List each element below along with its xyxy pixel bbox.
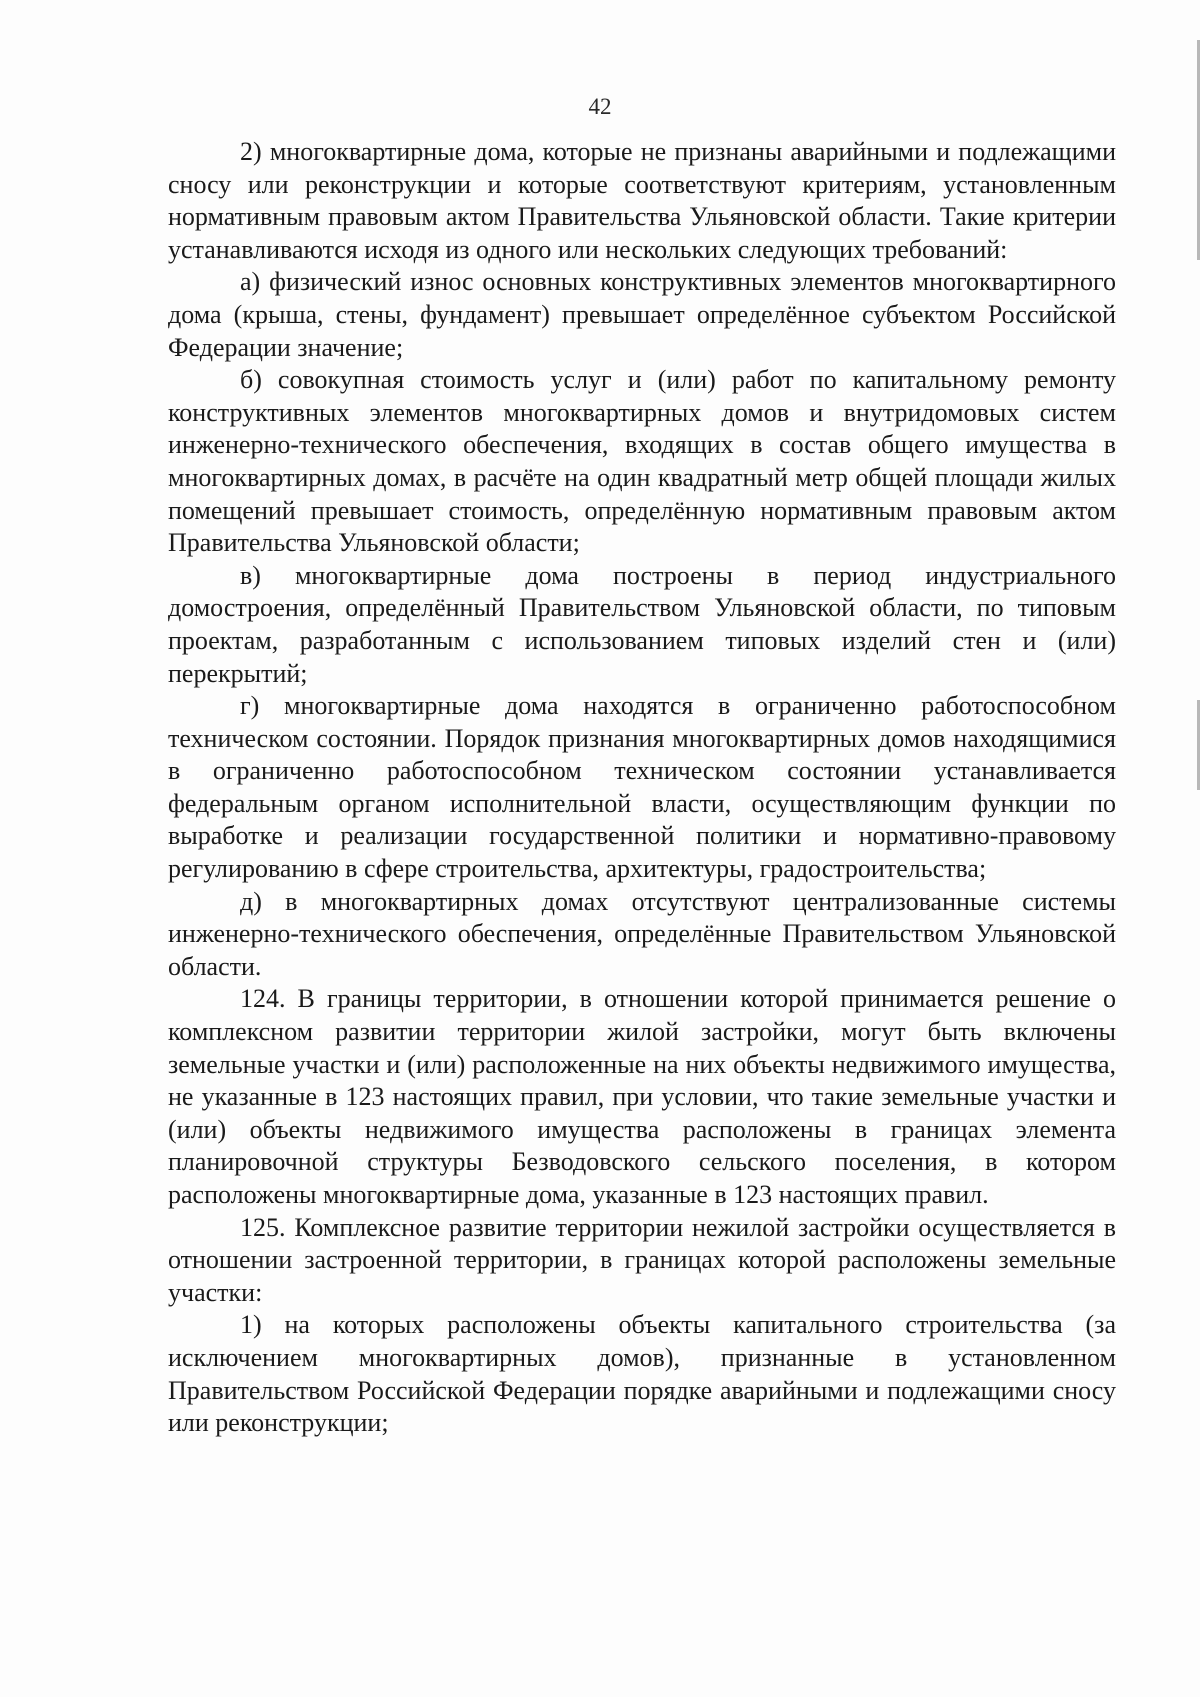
paragraph-subitem-a: а) физический износ основных конструктивных элементов многоквартирного дома (крыша, стены, фундамент) превышает определённое субъектом Российской Федерации значение; [168,267,1116,362]
paragraph-subitem-g: г) многоквартирные дома находятся в ограниченно работоспособном техническом состоянии. Порядок признания многоквартирных домов находящимися в ограниченно работоспособном техническом состоянии устанавливается федеральным органом исполнительной власти, осуществляющим функции по выработке и реализации государственной политики и нормативно-правовому регулированию в сфере строительства, архитектуры, градостроительства; [168,691,1116,884]
paragraph-subitem-b: б) совокупная стоимость услуг и (или) работ по капитальному ремонту конструктивных элементов многоквартирных домов и внутридомовых систем инженерно-технического обеспечения, входящих в состав общего имущества в многоквартирных домах, в расчёте на один квадратный метр общей площади жилых помещений превышает стоимость, определённую нормативным правовым актом Правительства Ульяновской области; [168,365,1116,558]
page-number: 42 [588,94,612,119]
paragraph-124: 124. В границы территории, в отношении которой принимается решение о комплексном развитии территории жилой застройки, могут быть включены земельные участки и (или) расположенные на них объекты недвижимого имущества, не указанные в 123 настоящих правил, при условии, что такие земельные участки и (или) объекты недвижимого имущества расположены в границах элемента планировочной структуры Безводовского сельского поселения, в котором расположены многоквартирные дома, указанные в 123 настоящих правил. [168,984,1116,1209]
paragraph-subitem-d: д) в многоквартирных домах отсутствуют централизованные системы инженерно-технического обеспечения, определённые Правительством Ульяновской области. [168,886,1116,981]
paragraph-125: 125. Комплексное развитие территории нежилой застройки осуществляется в отношении застроенной территории, в границах которой расположены земельные участки: [168,1212,1116,1307]
paragraph-125-item-1: 1) на которых расположены объекты капитального строительства (за исключением многоквартирных домов), признанные в установленном Правительством Российской Федерации порядке аварийными и подлежащими сносу или реконструкции; [168,1310,1116,1438]
document-body [168,136,1116,1440]
paragraph-item-2: 2) многоквартирные дома, которые не признаны аварийными и подлежащими сносу или реконструкции и которые соответствуют критериям, установленным нормативным правовым актом Правительства Ульяновской области. Такие критерии устанавливаются исходя из одного или нескольких следующих требований: [168,137,1116,264]
paragraph-subitem-v: в) многоквартирные дома построены в период индустриального домостроения, определённый Правительством Ульяновской области, по типовым проектам, разработанным с использованием типовых изделий стен и (или) перекрытий; [168,560,1116,688]
